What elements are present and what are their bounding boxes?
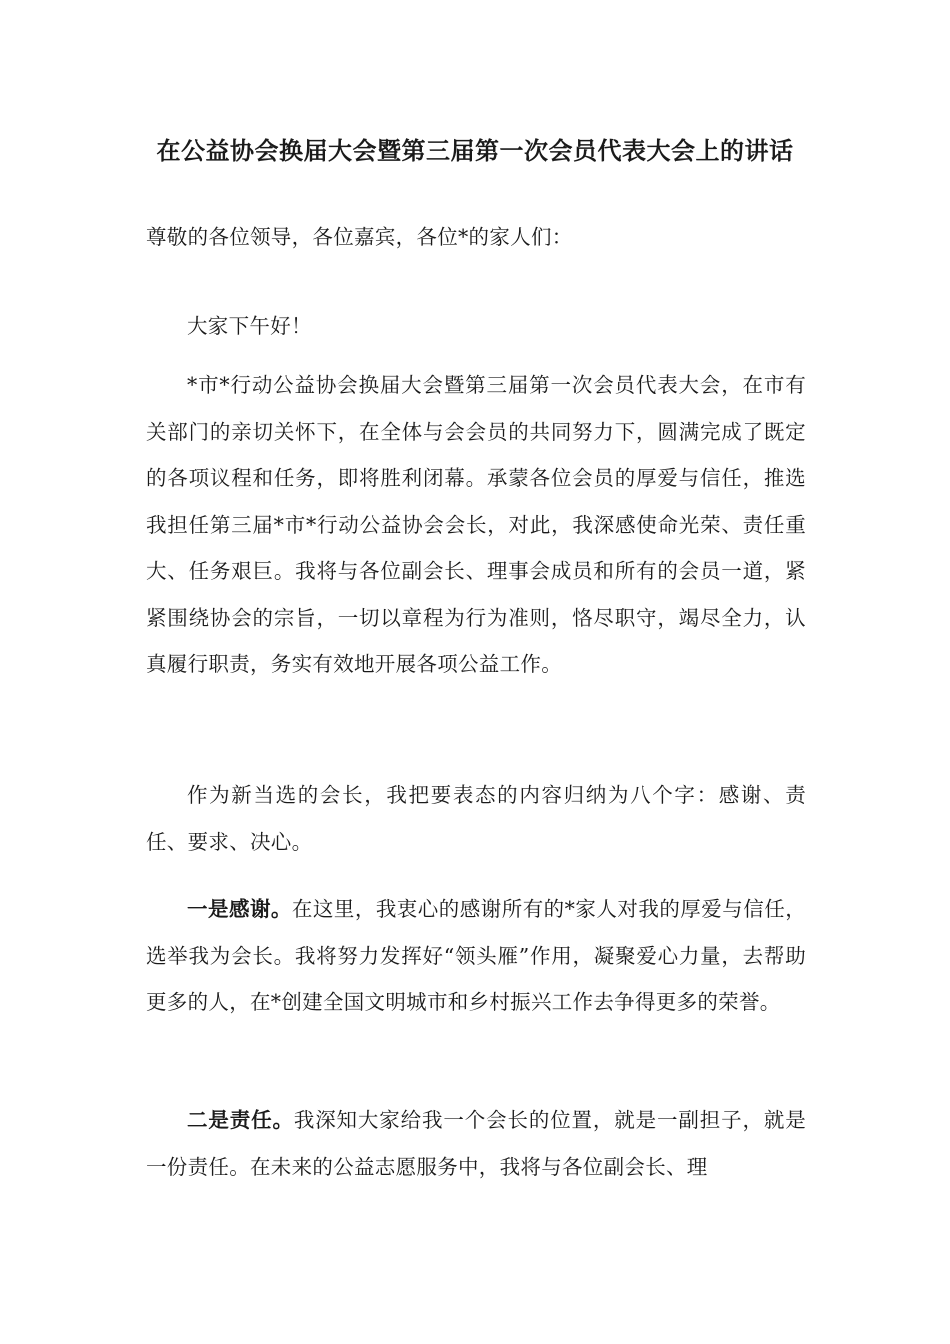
paragraph-intro: *市*行动公益协会换届大会暨第三届第一次会员代表大会，在市有关部门的亲切关怀下，在全体与会会员的共同努力下，圆满完成了既定的各项议程和任务，即将胜利闭幕。承蒙各位会员的厚爱与信任，推选我担任第三届*市*行动公益协会会长，对此，我深感使命光荣、责任重大、任务艰巨。我将与各位副会长、理事会成员和所有的会员一道，紧紧围绕协会的宗旨，一切以章程为行为准则，恪尽职守，竭尽全力，认真履行职责，务实有效地开展各项公益工作。 (146, 373, 806, 676)
paragraph-summary: 作为新当选的会长，我把要表态的内容归纳为八个字：感谢、责任、要求、决心。 (146, 783, 806, 854)
salutation: 尊敬的各位领导，各位嘉宾，各位*的家人们： (146, 225, 573, 249)
paragraph-second-lead: 二是责任。 (187, 1108, 294, 1132)
document-title: 在公益协会换届大会暨第三届第一次会员代表大会上的讲话 (156, 136, 794, 165)
greeting: 大家下午好！ (187, 314, 312, 338)
paragraph-first-lead: 一是感谢。 (187, 897, 292, 921)
paragraph-first-body: 在这里，我衷心的感谢所有的*家人对我的厚爱与信任，选举我为会长。我将努力发挥好“领头雁”作用，凝聚爱心力量，去帮助更多的人，在*创建全国文明城市和乡村振兴工作去争得更多的荣誉。 (146, 897, 806, 1014)
paragraph-second (146, 1097, 806, 1190)
paragraph-second-body: 我深知大家给我一个会长的位置，就是一副担子，就是一份责任。在未来的公益志愿服务中，我将与各位副会长、理 (146, 1108, 807, 1179)
paragraph-first (146, 886, 806, 1026)
